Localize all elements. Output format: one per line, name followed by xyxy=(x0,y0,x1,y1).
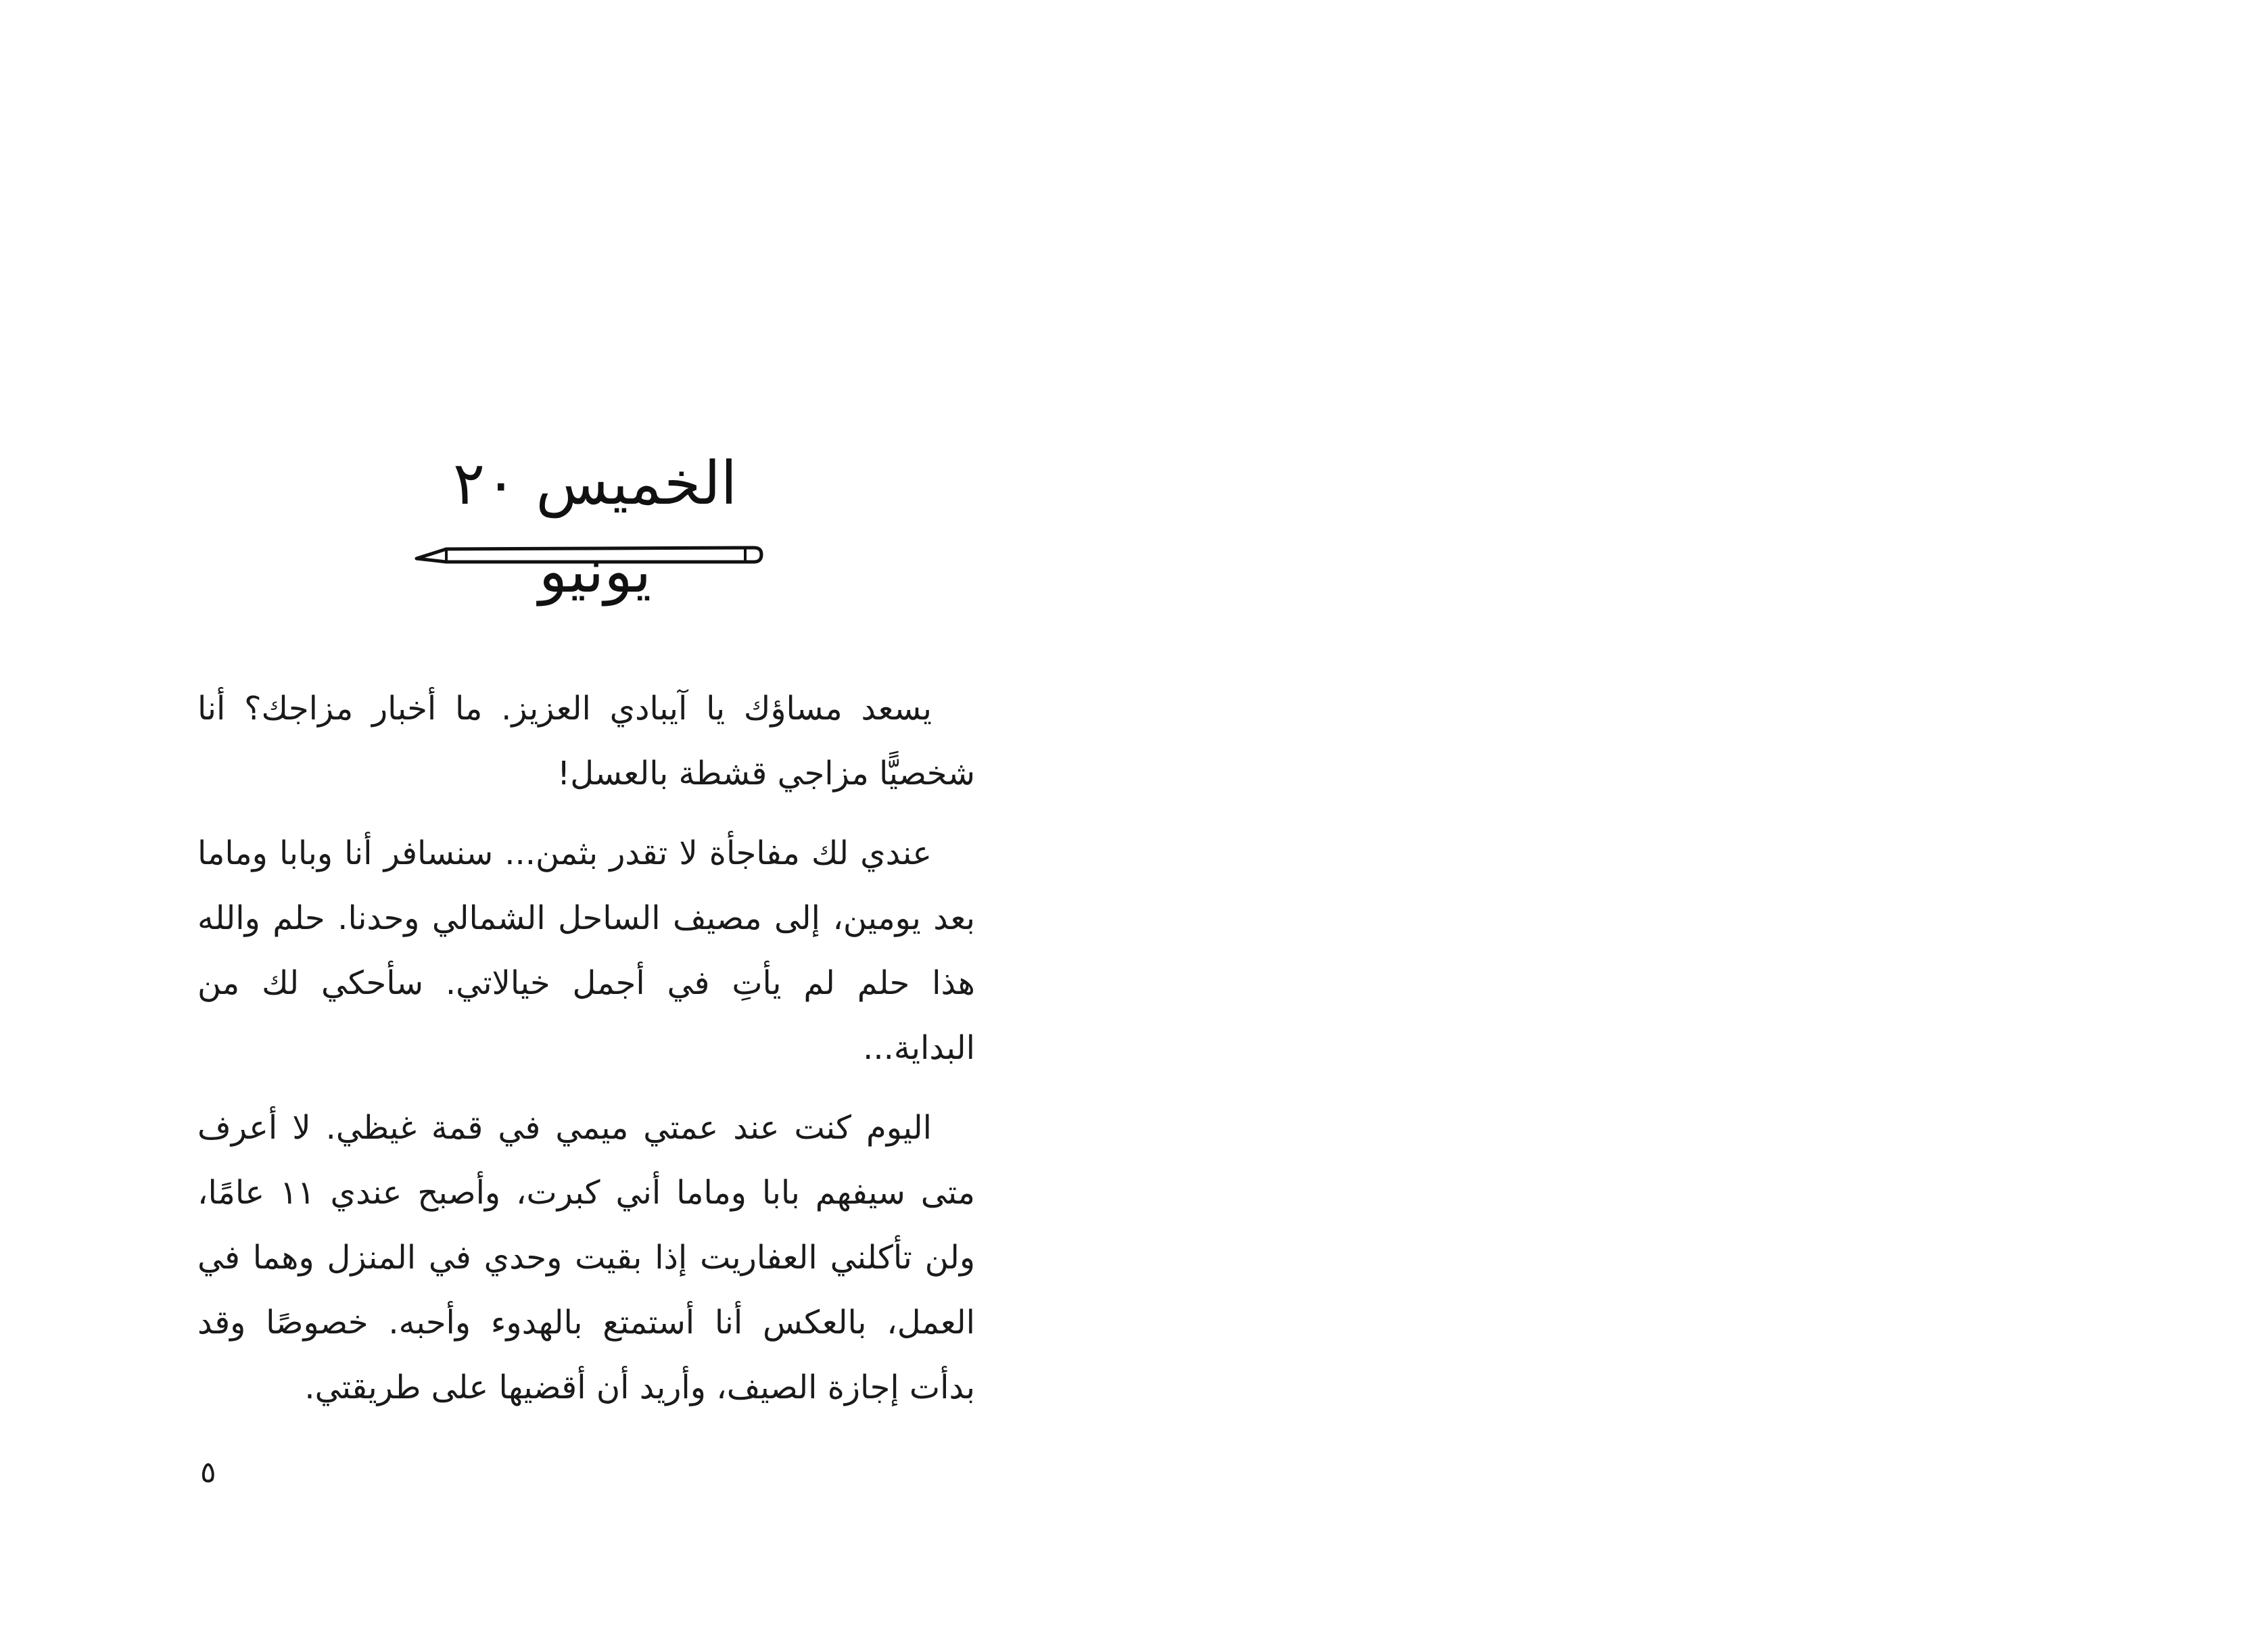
pencil-icon xyxy=(412,534,764,575)
diary-entry-heading xyxy=(412,440,778,606)
paragraph-2: عندي لك مفاجأة لا تقدر بثمن... سنسافر أنا وبابا وماما بعد يومين، إلى مصيف الساحل الشمالي وحدنا. حلم والله هذا حلم لم يأتِ في أجمل خيالاتي. سأحكي لك من البداية... xyxy=(197,834,975,1067)
paragraph-1: يسعد مساؤك يا آيبادي العزيز. ما أخبار مزاجك؟ أنا شخصيًّا مزاجي قشطة بالعسل! xyxy=(197,690,975,792)
paragraph-3: اليوم كنت عند عمتي ميمي في قمة غيظي. لا أعرف متى سيفهم بابا وماما أني كبرت، وأصبح عندي ١١ عامًا، ولن تأكلني العفاريت إذا بقيت وحدي في المنزل وهما في العمل، بالعكس أنا أستمتع بالهدوء وأحبه. خصوصًا وقد بدأت إجازة الصيف، وأريد أن أقضيها على طريقتي. xyxy=(197,1109,975,1406)
diary-body-text xyxy=(197,676,975,1435)
page-number: ٥ xyxy=(200,1455,216,1490)
entry-date-title: الخميس ٢٠ يونيو xyxy=(452,448,738,606)
